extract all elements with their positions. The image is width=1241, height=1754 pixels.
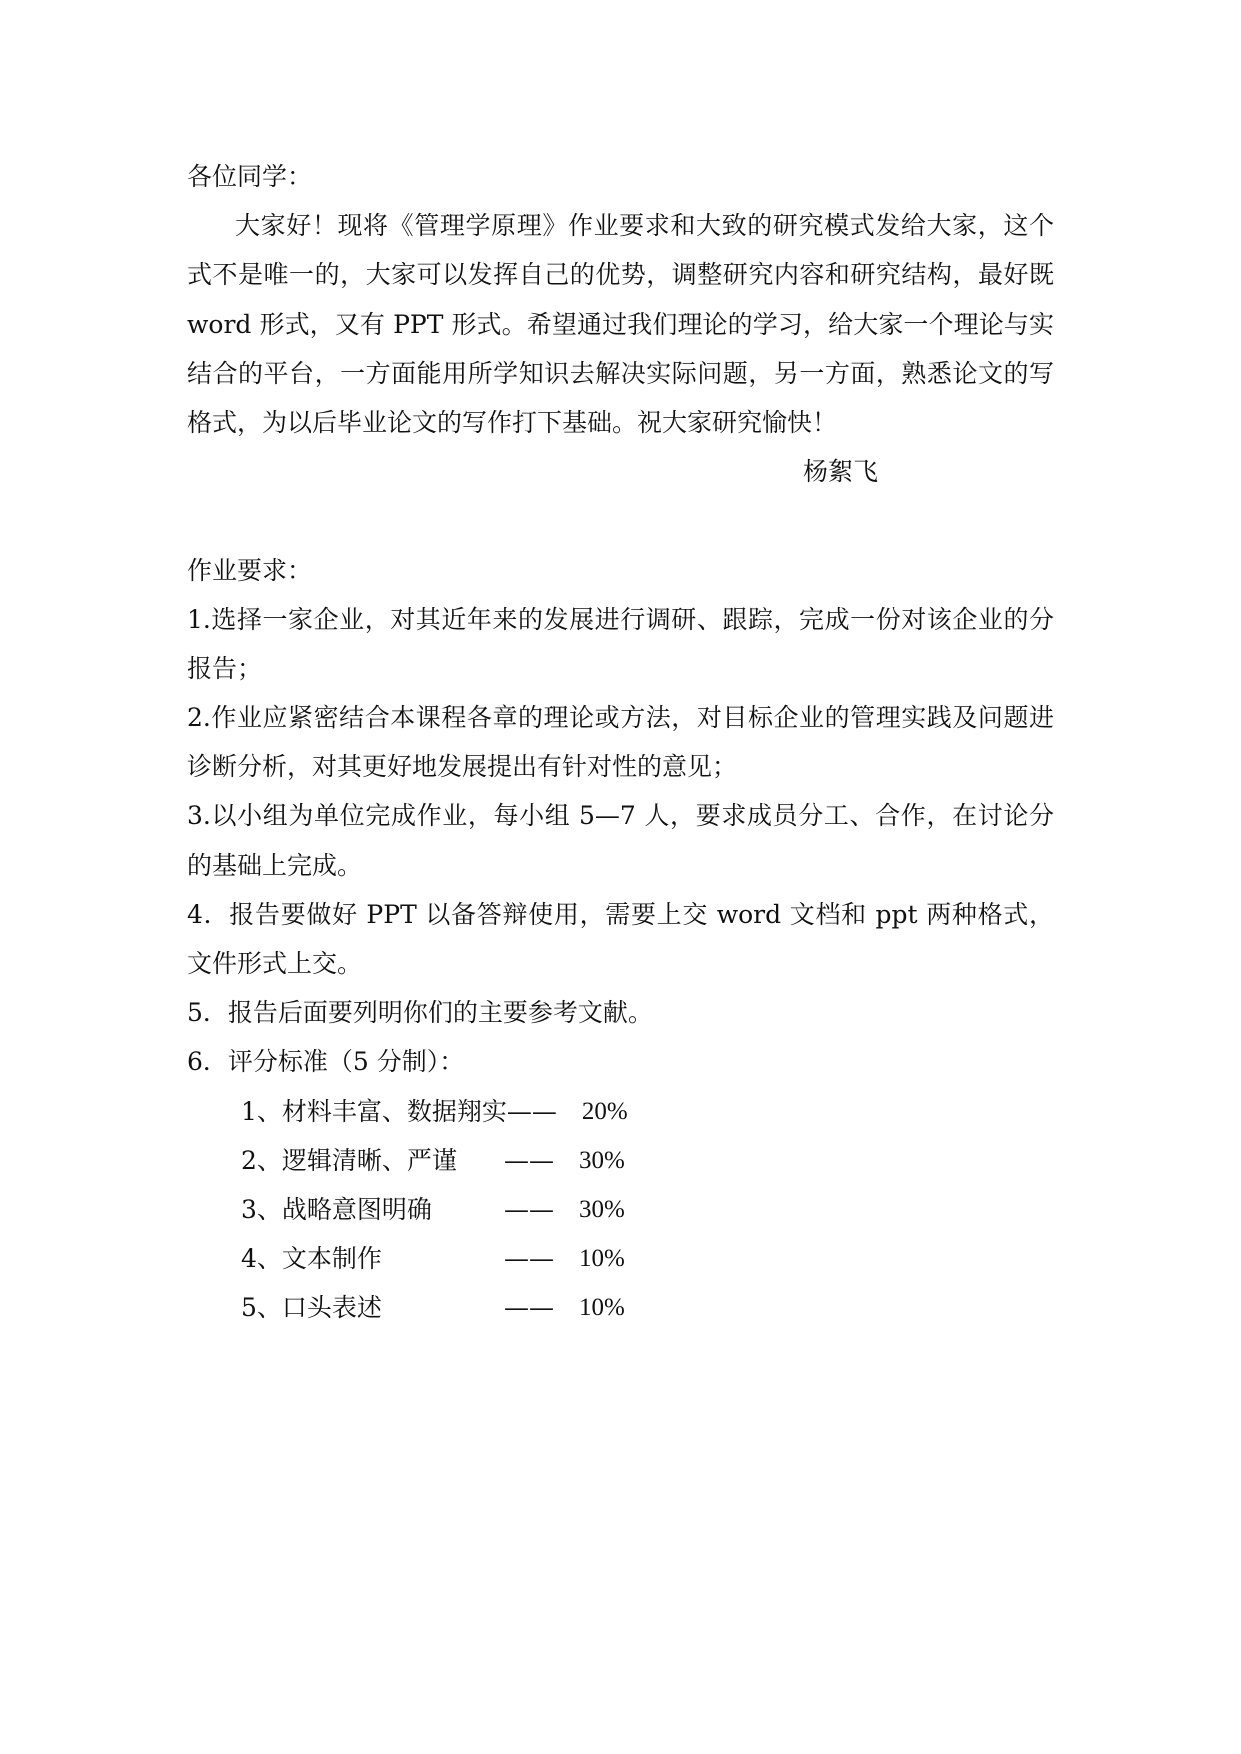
- signature: 杨絮飞: [803, 457, 879, 487]
- scoring-weight: 10%: [579, 1294, 625, 1322]
- requirement-line: 5．报告后面要列明你们的主要参考文献。: [187, 998, 653, 1028]
- requirement-line: 4．报告要做好 PPT 以备答辩使用，需要上交 word 文档和 ppt 两种格式，: [187, 899, 1054, 929]
- requirement-line: 2.作业应紧密结合本课程各章的理论或方法，对目标企业的管理实践及问题进: [187, 703, 1054, 733]
- requirement-item: [187, 988, 1054, 1037]
- requirement-item: [187, 1037, 1054, 1086]
- scoring-item: [187, 1087, 1054, 1136]
- requirement-item: [187, 791, 1054, 889]
- scoring-list: [187, 1087, 1054, 1333]
- requirements-list: [187, 595, 1054, 1087]
- requirement-line: 3.以小组为单位完成作业，每小组 5—7 人，要求成员分工、合作，在讨论分: [187, 801, 1054, 831]
- intro-line: 式不是唯一的，大家可以发挥自己的优势，调整研究内容和研究结构，最好既: [187, 260, 1054, 290]
- scoring-item: [187, 1234, 1054, 1283]
- scoring-label: 1、材料丰富、数据翔实: [241, 1096, 507, 1126]
- scoring-dash: ——: [506, 1096, 557, 1126]
- requirement-item: [187, 890, 1054, 988]
- scoring-dash: ——: [504, 1145, 554, 1175]
- scoring-dash: ——: [504, 1194, 554, 1224]
- scoring-label: 4、文本制作: [241, 1244, 382, 1274]
- intro-paragraph: [187, 201, 1054, 447]
- scoring-item: [187, 1283, 1054, 1332]
- scoring-weight: 30%: [579, 1146, 625, 1174]
- scoring-weight: 10%: [579, 1245, 625, 1273]
- intro-line: word 形式，又有 PPT 形式。希望通过我们理论的学习，给大家一个理论与实: [187, 309, 1054, 339]
- scoring-label: 3、战略意图明确: [241, 1194, 432, 1224]
- requirement-line: 6．评分标准（5 分制）：: [187, 1047, 465, 1077]
- scoring-item: [187, 1136, 1054, 1185]
- scoring-dash: ——: [504, 1244, 554, 1274]
- greeting: 各位同学：: [187, 162, 313, 191]
- requirement-line: 诊断分析，对其更好地发展提出有针对性的意见；: [187, 752, 738, 782]
- requirement-item: [187, 595, 1054, 693]
- requirements-heading: 作业要求：: [187, 555, 313, 585]
- letter-body: [187, 152, 1054, 1333]
- scoring-weight: 20%: [581, 1097, 628, 1125]
- scoring-label: 5、口头表述: [241, 1293, 382, 1323]
- scoring-item: [187, 1185, 1054, 1234]
- intro-line: 大家好！现将《管理学原理》作业要求和大致的研究模式发给大家，这个: [235, 211, 1054, 241]
- requirement-line: 报告；: [187, 653, 263, 683]
- scoring-dash: ——: [504, 1293, 554, 1323]
- intro-line: 格式，为以后毕业论文的写作打下基础。祝大家研究愉快！: [187, 407, 838, 437]
- requirement-item: [187, 693, 1054, 791]
- requirement-line: 的基础上完成。: [187, 850, 363, 880]
- intro-line: 结合的平台，一方面能用所学知识去解决实际问题，另一方面，熟悉论文的写: [187, 358, 1054, 388]
- requirement-line: 1.选择一家企业，对其近年来的发展进行调研、跟踪，完成一份对该企业的分: [187, 604, 1054, 634]
- scoring-label: 2、逻辑清晰、严谨: [241, 1145, 457, 1175]
- requirement-line: 文件形式上交。: [187, 949, 363, 978]
- scoring-weight: 30%: [579, 1195, 625, 1223]
